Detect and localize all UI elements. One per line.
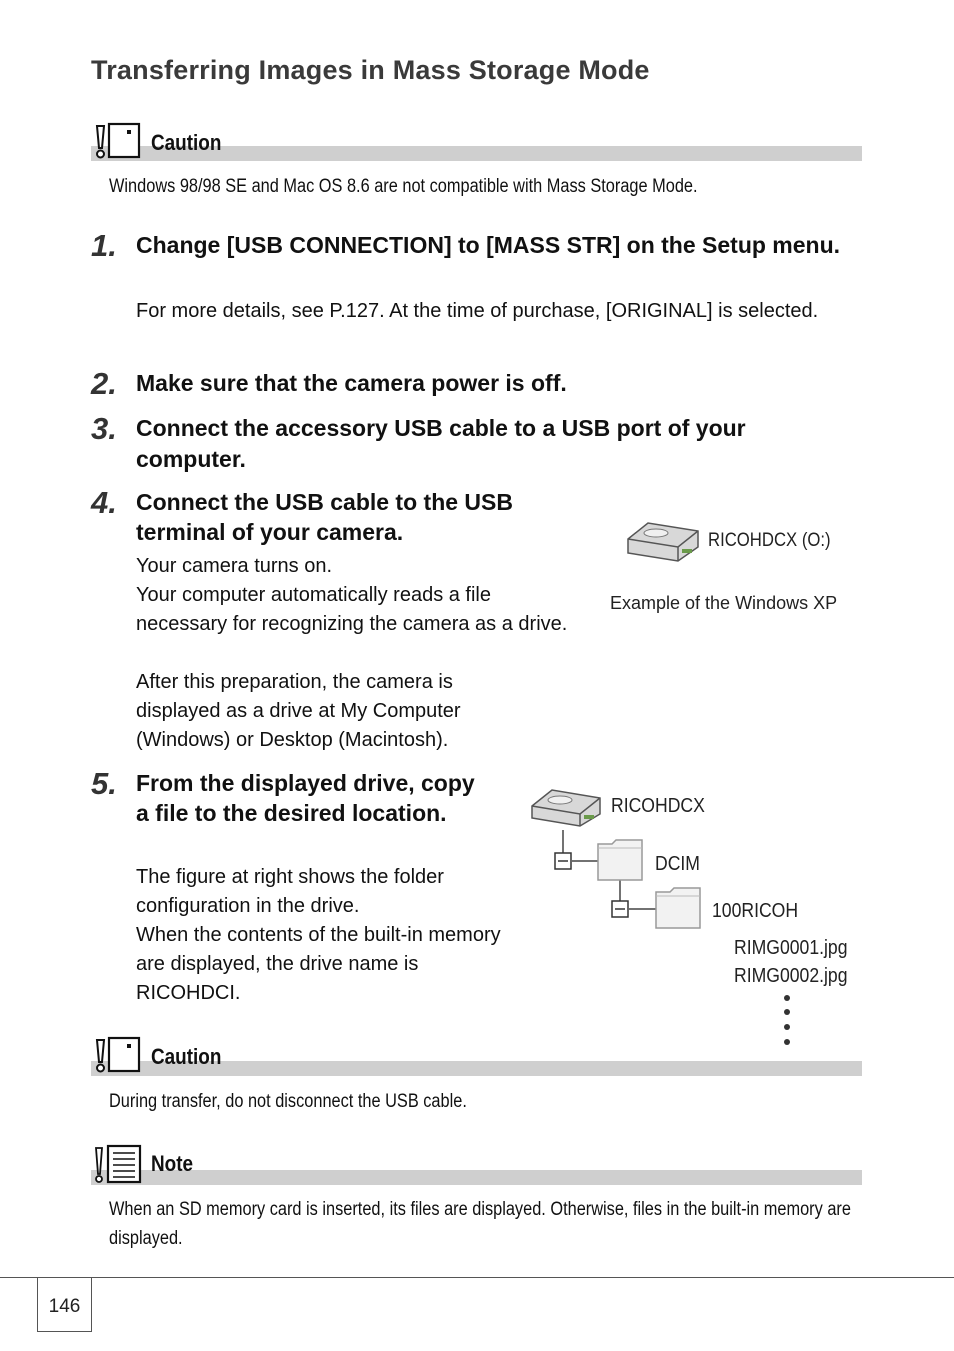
step-body: Your camera turns on.	[136, 555, 333, 577]
step-body: Your computer automatically reads a file necessary for recognizing the camera as a drive.	[136, 584, 568, 635]
tree-subfolder-label: 100RICOH	[712, 900, 799, 922]
step-body: After this preparation, the camera is displayed as a drive at My Computer (Windows) or Desktop (Macintosh).	[136, 671, 461, 751]
note-icon	[92, 1144, 144, 1186]
minus-box-icon	[554, 852, 572, 870]
step-body: The figure at right shows the folder configuration in the drive.	[136, 866, 444, 917]
tree-file-label: RIMG0002.jpg	[734, 965, 848, 987]
step-number: 2.	[91, 366, 117, 401]
tree-folder-label: DCIM	[655, 853, 700, 875]
page-title: Transferring Images in Mass Storage Mode	[91, 55, 650, 85]
caution-icon	[92, 122, 142, 162]
figure-caption: Example of the Windows XP	[610, 593, 838, 613]
caution-text: Windows 98/98 SE and Mac OS 8.6 are not compatible with Mass Storage Mode.	[109, 176, 698, 197]
drive-icon	[626, 519, 700, 565]
step-title: Connect the USB cable to the USB terminal of your camera.	[136, 489, 513, 545]
step-title: Change [USB CONNECTION] to [MASS STR] on the Setup menu.	[136, 232, 841, 258]
note-text: When an SD memory card is inserted, its files are displayed. Otherwise, files in the built-in memory are displayed.	[109, 1199, 851, 1249]
step-title: Connect the accessory USB cable to a USB port of your computer.	[136, 415, 746, 472]
folder-icon	[654, 886, 704, 930]
note-label: Note	[151, 1151, 194, 1176]
step-number: 5.	[91, 766, 117, 801]
drive-icon	[530, 786, 602, 830]
footer-rule	[0, 1277, 954, 1278]
step-number: 3.	[91, 411, 117, 446]
tree-root-label: RICOHDCX	[611, 795, 705, 817]
folder-icon	[596, 838, 646, 882]
step-number: 1.	[91, 228, 117, 263]
caution-text: During transfer, do not disconnect the USB cable.	[109, 1091, 467, 1112]
caution-label: Caution	[151, 1044, 222, 1069]
step-title: Make sure that the camera power is off.	[136, 370, 567, 396]
note-header-bar	[91, 1170, 862, 1185]
page-number: 146	[48, 1296, 81, 1317]
caution-label: Caution	[151, 130, 222, 155]
step-number: 4.	[91, 485, 117, 520]
minus-box-icon	[611, 900, 629, 918]
ellipsis-dots	[780, 992, 794, 1050]
tree-file-label: RIMG0001.jpg	[734, 937, 848, 959]
step-body: For more details, see P.127. At the time of purchase, [ORIGINAL] is selected.	[136, 300, 819, 322]
step-title: From the displayed drive, copy a file to the desired location.	[136, 770, 475, 826]
step-body: When the contents of the built-in memory are displayed, the drive name is RICOHDCI.	[136, 924, 501, 1004]
drive-label: RICOHDCX (O:)	[708, 530, 831, 551]
caution-icon	[92, 1036, 142, 1076]
